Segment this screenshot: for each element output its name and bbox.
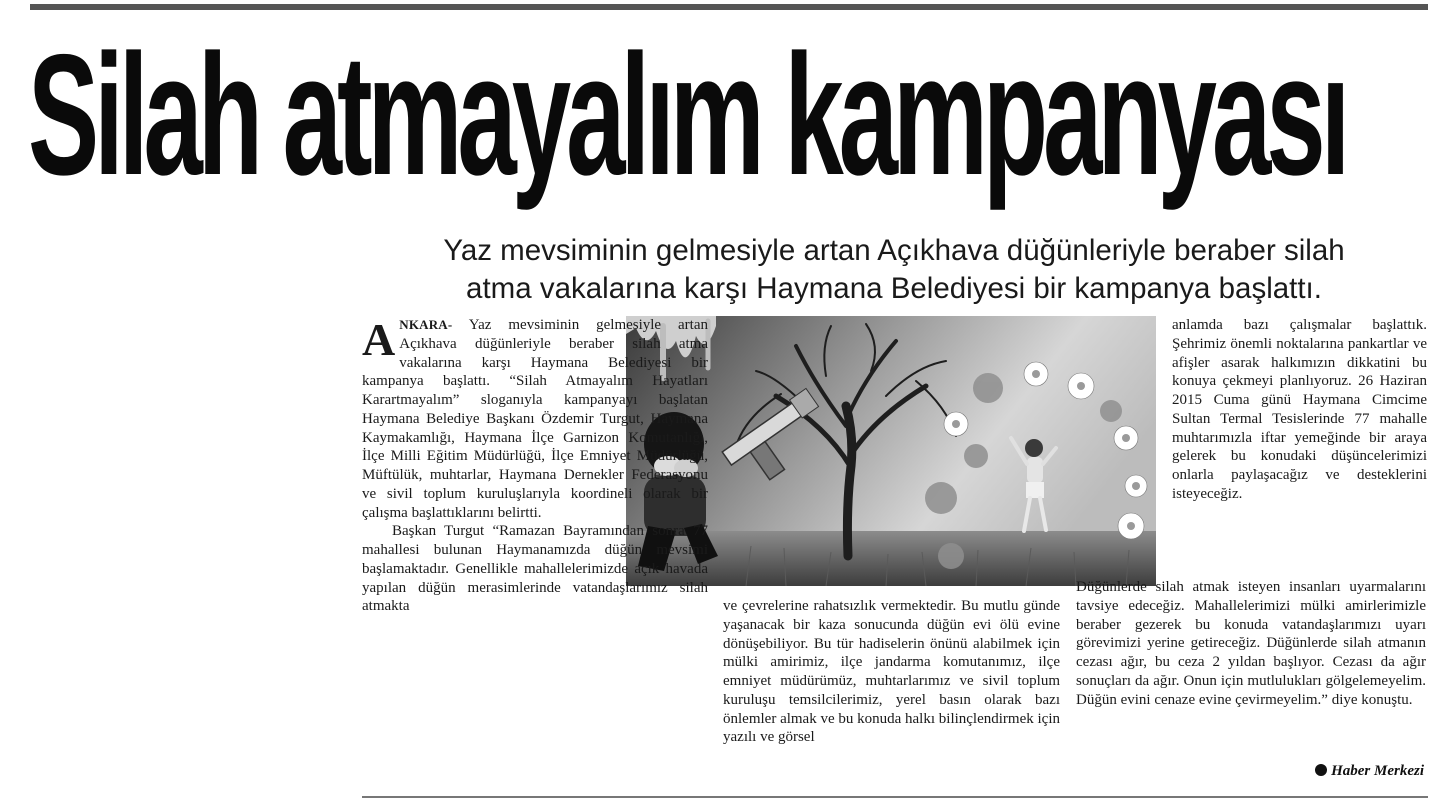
article-paragraph-2: Başkan Turgut “Ramazan Bayramından sonra 77 mahallesi bulunan Haymanamızda düğün mevsimi başlamaktadır. Genellikle mahallelerimizde açık havada yapılan düğün merasimlerinde vatandaşlarımız silah atmakta: [362, 523, 708, 615]
byline-text: Haber Merkezi: [1331, 763, 1424, 779]
article-paragraph-3a: anlamda bazı çalışmalar başlattık. Şehrimiz önemli noktalarına pankartlar ve afişler asarak halkımızın dikkatini bu konuya çekmeyi planlıyoruz. 26 Haziran 2015 Cuma günü Haymana Cimcime Sultan Termal Tesislerinde 77 mahalle muhtarımızla iftar yemeğinde bir araya gelerek bu konudaki düşüncelerimizi onlarla paylaşacağız ve desteklerini isteyeceğiz.: [1172, 317, 1427, 502]
article-column-2: ve çevrelerine rahatsızlık vermektedir. Bu mutlu günde yaşanacak bir kaza sonucunda düğün evi ölü evine dönüşebiliyor. Bu tür hadiselerin önünü alabilmek için mülki amirimiz, ilçe jandarma komutanımız, ilçe emniyet müdürümüz, muhtarlarımız ve sivil toplum kuruluşu temsilcilerimiz, yerel basın olarak bazı önlemler almak ve bu konuda halkı bilinçlendirmek için yazılı ve görsel: [723, 598, 1060, 746]
byline: [1315, 763, 1424, 780]
article-lead: NKARA-: [399, 317, 453, 332]
subtitle-line-2: atma vakalarına karşı Haymana Belediyesi bir kampanya başlattı.: [466, 272, 1322, 305]
subtitle-line-1: Yaz mevsiminin gelmesiyle artan Açıkhava düğünleriyle beraber silah: [443, 234, 1345, 267]
article-column-1: [362, 316, 708, 616]
article-paragraph-1: [362, 316, 708, 522]
subtitle: [362, 232, 1426, 308]
drop-cap: A: [362, 314, 396, 365]
article-column-3: [1172, 316, 1427, 504]
article-paragraph-1-text: Yaz mevsiminin gelmesiyle artan Açıkhava düğünleriyle beraber silah atma vakalarına karşı Haymana Belediyesi bir kampanya başlattı. “Silah Atmayalım Hayatları Karartmayalım” sloganıyla kampanyayı başlatan Haymana Belediye Başkanı Özdemir Turgut, Haymana Kaymakamlığı, Haymana İlçe Garnizon Komutanlığı, İlçe Milli Eğitim Müdürlüğü, İlçe Emniyet Müdürlüğü, Müftülük, muhtarlar, Haymana Dernekler Federasyonu ve sivil toplum kuruluşlarıyla koordineli olarak bir çalışma başlattıklarını belirtti.: [362, 317, 708, 521]
bottom-rule: [362, 796, 1428, 798]
headline: Silah atmayalım kampanyası: [28, 19, 1346, 211]
bullet-icon: [1315, 764, 1327, 776]
article-column-3-continued: Düğünlerde silah atmak isteyen insanları uyarmalarını tavsiye edeceğiz. Mahallelerimizi mülki amirlerimizle beraber gezerek bu konuda vatandaşlarımızı uyarı görevimizi yerine getireceğiz. Düğünlerde silah atmanın cezası ağır, bu ceza 2 yıldan başlıyor. Cezası da ağır sonuçları da ağır. Onun için mutlulukları gölgelemeyelim. Düğün evini cenaze evine çevirmeyelim.” diye konuştu.: [1076, 579, 1426, 708]
